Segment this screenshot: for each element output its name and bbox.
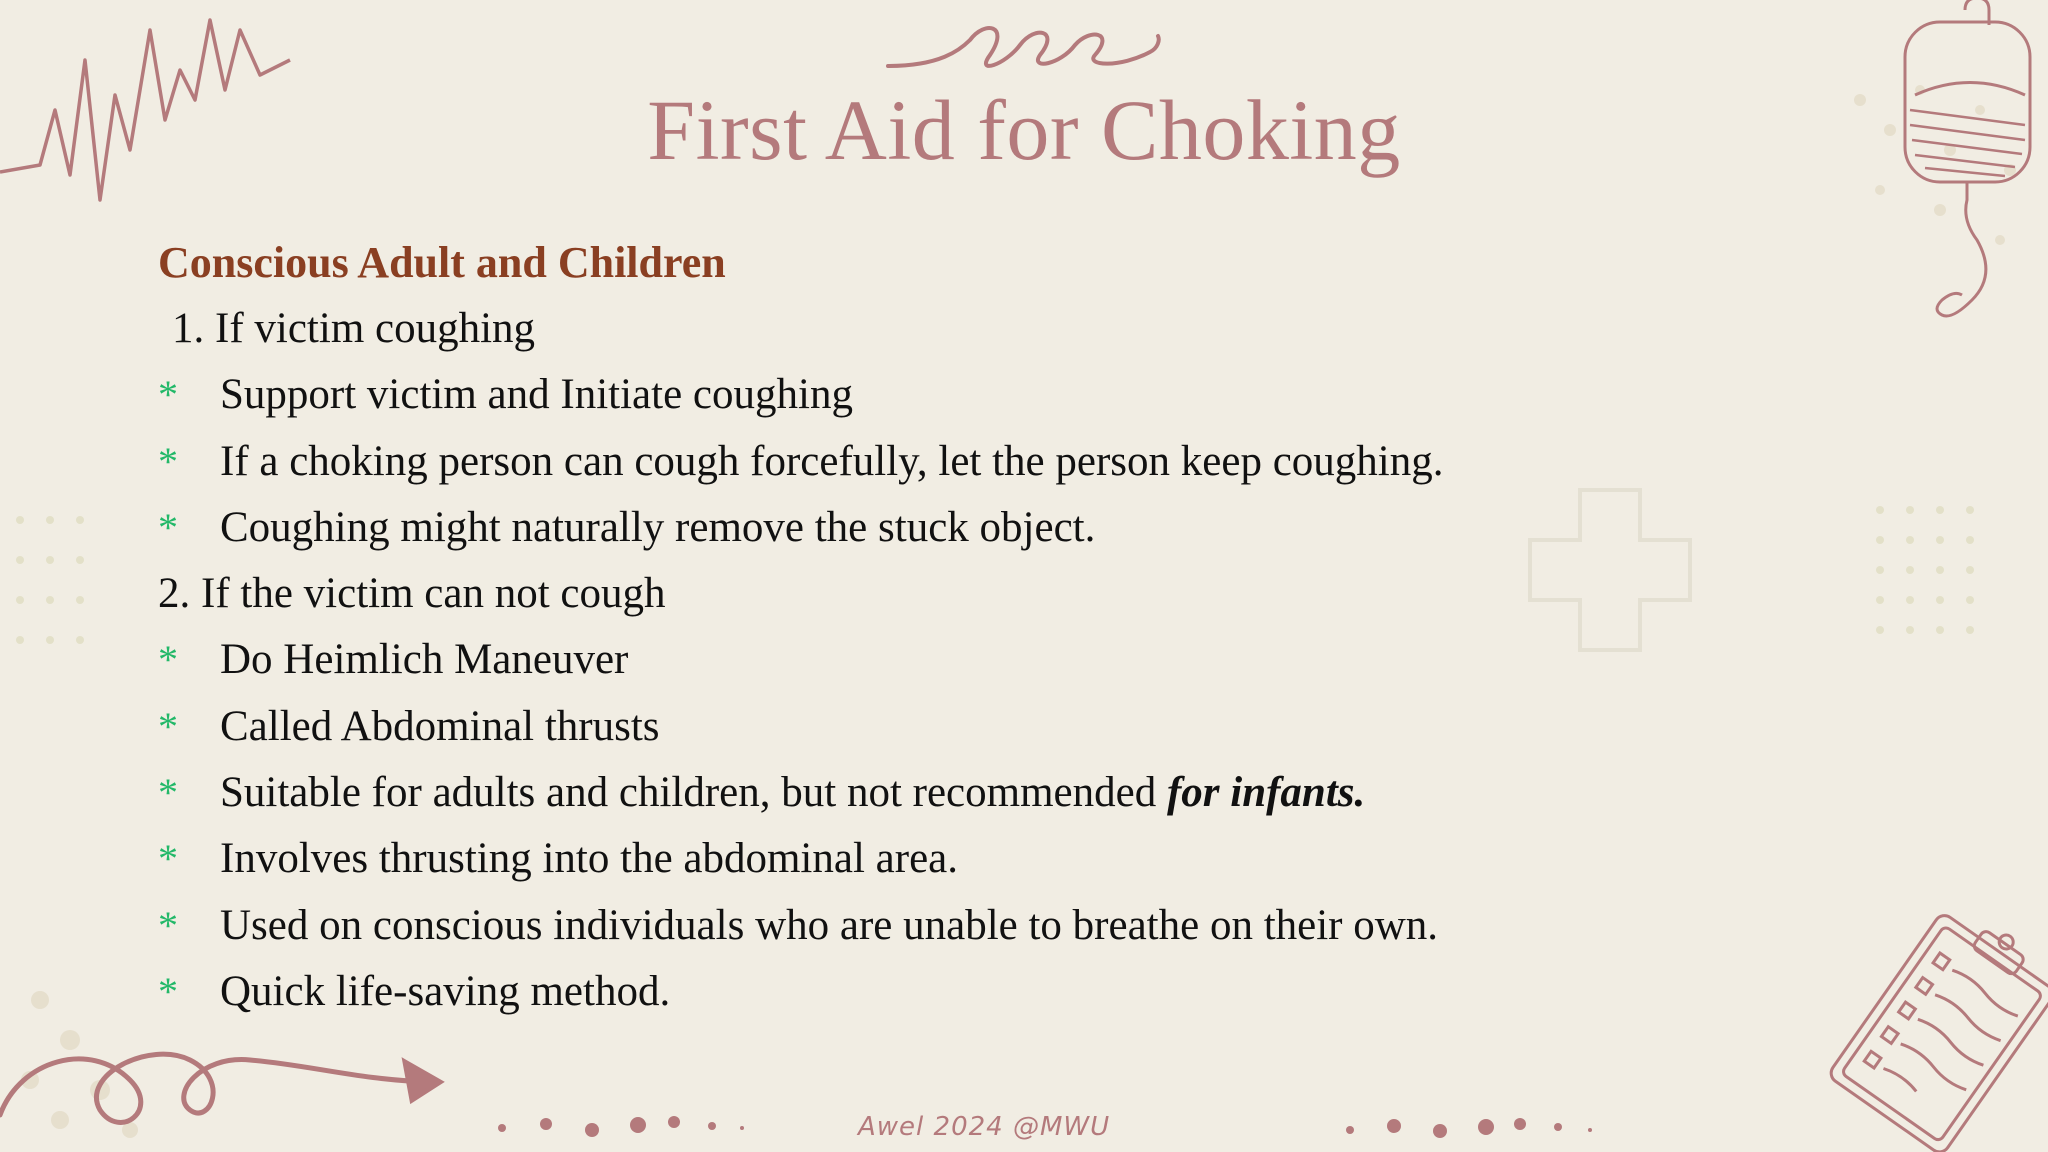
section-heading-2: 2. If the victim can not cough bbox=[158, 570, 666, 618]
bullet-asterisk-icon: * bbox=[158, 836, 178, 882]
list-item-text: Quick life-saving method. bbox=[220, 967, 671, 1015]
list-item bbox=[158, 893, 1658, 959]
list-item-text: Coughing might naturally remove the stuck object. bbox=[220, 503, 1096, 551]
footer-signature: Awel 2024 @MWU bbox=[858, 1112, 1111, 1142]
list-item bbox=[158, 495, 1658, 561]
section-heading-1: 1. If victim coughing bbox=[172, 305, 536, 352]
list-item bbox=[158, 627, 1658, 693]
list-item-text: Used on conscious individuals who are unable to breathe on their own. bbox=[220, 901, 1439, 949]
curly-arrow-icon bbox=[0, 1054, 440, 1122]
emphasis-text: for infants. bbox=[1166, 769, 1366, 817]
bullet-asterisk-icon: * bbox=[158, 902, 178, 948]
bullet-asterisk-icon: * bbox=[158, 438, 178, 484]
clipboard-icon bbox=[1827, 896, 2048, 1152]
list-item bbox=[158, 959, 1658, 1025]
list-item bbox=[158, 362, 1658, 428]
bullet-asterisk-icon: * bbox=[158, 703, 178, 749]
list-item-text: Do Heimlich Maneuver bbox=[220, 636, 629, 684]
list-item bbox=[158, 826, 1658, 892]
bullet-asterisk-icon: * bbox=[158, 968, 178, 1014]
list-item bbox=[158, 694, 1658, 760]
section-subtitle: Conscious Adult and Children bbox=[158, 238, 726, 287]
list-item bbox=[158, 760, 1658, 826]
list-item-text: Called Abdominal thrusts bbox=[220, 702, 660, 750]
bullet-asterisk-icon: * bbox=[158, 504, 178, 550]
slide-title: First Aid for Choking bbox=[647, 82, 1401, 178]
bullet-asterisk-icon: * bbox=[158, 770, 178, 816]
list-item-text: Involves thrusting into the abdominal area. bbox=[220, 835, 958, 883]
list-item-text: Suitable for adults and children, but not recommended bbox=[220, 769, 1167, 817]
list-item-text: Support victim and Initiate coughing bbox=[220, 371, 853, 419]
title-swirl-icon bbox=[888, 28, 1159, 66]
bullet-asterisk-icon: * bbox=[158, 637, 178, 683]
slide-content bbox=[158, 230, 1658, 1025]
list-item bbox=[158, 429, 1658, 495]
bullet-asterisk-icon: * bbox=[158, 372, 178, 418]
list-item-text: If a choking person can cough forcefully, let the person keep coughing. bbox=[220, 437, 1444, 485]
